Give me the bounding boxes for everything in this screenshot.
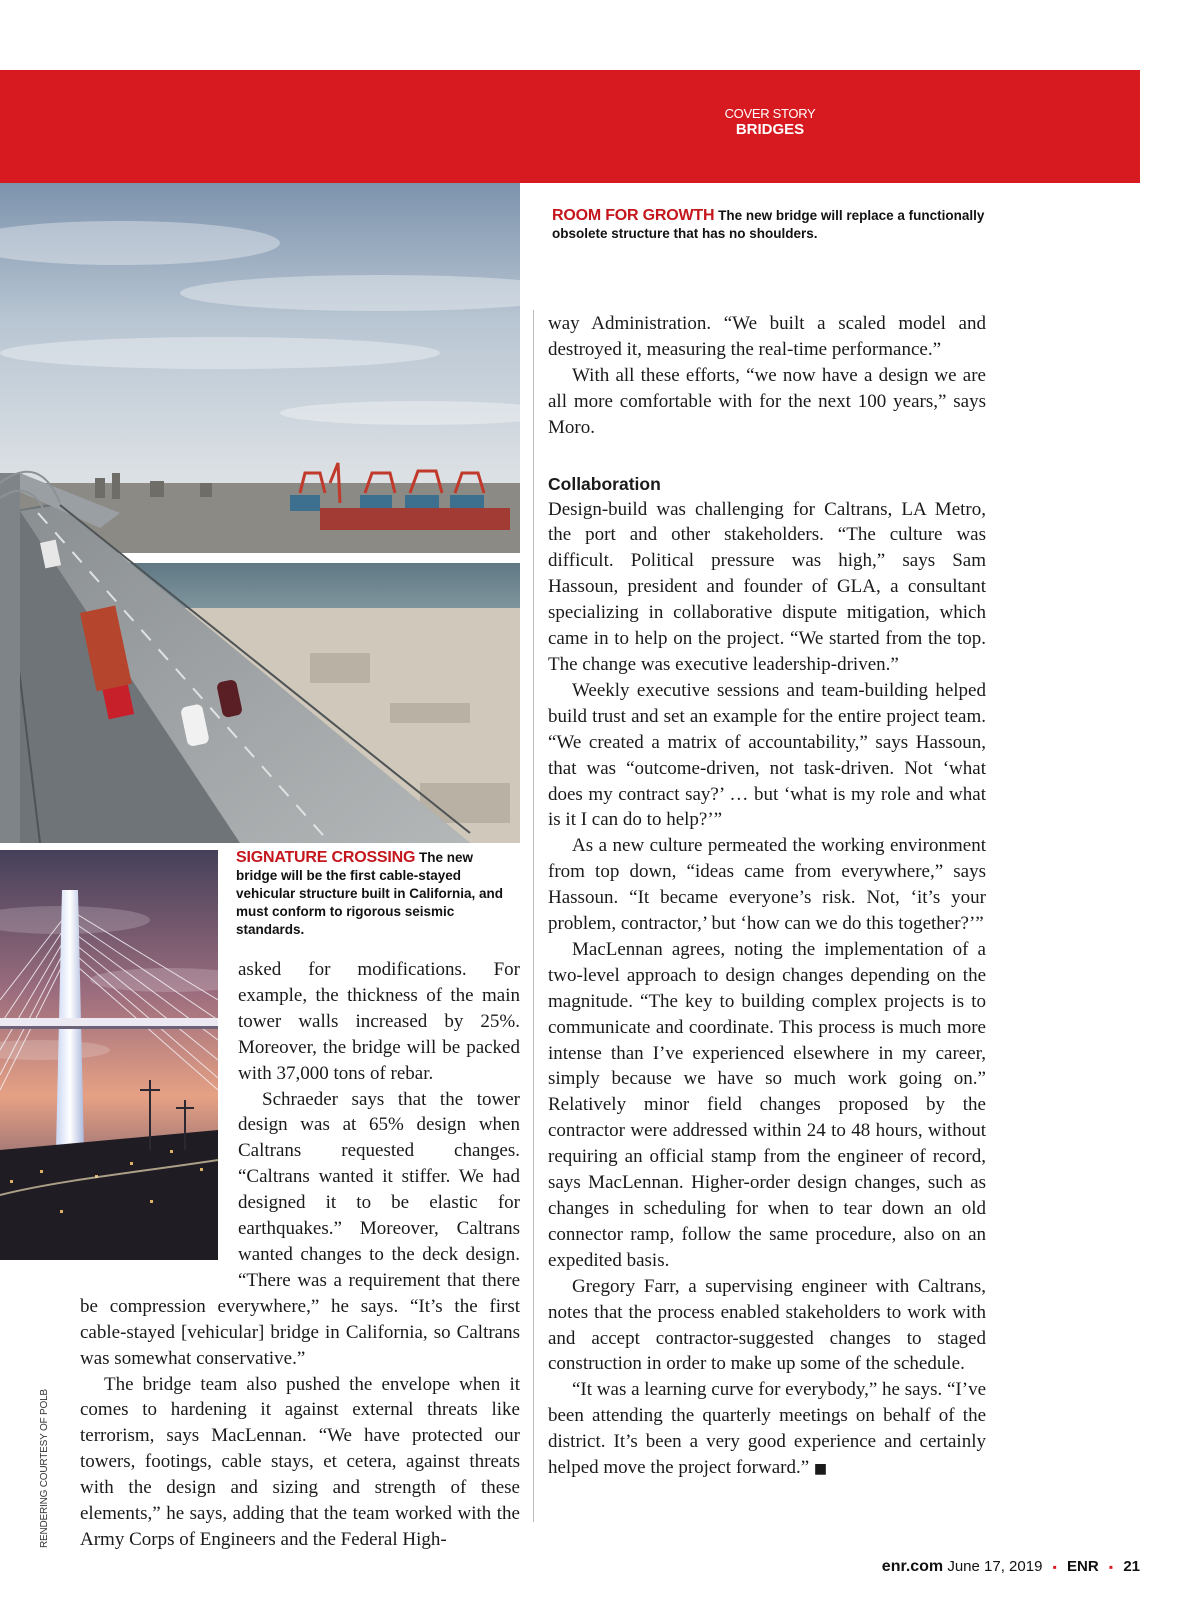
body-paragraph-text: “It was a learning curve for everybody,” he says. “I’ve been attending the quarterly meetings on behalf of the district. It’s been a very good experience and certainly helped move the project forward.” [548, 1379, 986, 1479]
column-divider [533, 310, 534, 1522]
caption-text: The new bridge will replace a functionally obsolete structure that has no shoulders. [552, 208, 985, 241]
image-wrap-spacer [80, 957, 238, 1280]
body-paragraph: Design-build was challenging for Caltrans, LA Metro, the port and other stakeholders. “The culture was difficult. Political pressure was high,” says Sam Hassoun, president and founder of GLA, a consultant specializing in collaborative dispute mitigation, which came in to help on the project. “We started from the top. The change was executive leadership-driven.” [548, 498, 986, 675]
body-paragraph: Gregory Farr, a supervising engineer with Caltrans, notes that the process enabled stakeholders to work with and accept contractor-suggested changes to staged construction in order to make up some of the schedule. [548, 1275, 986, 1375]
banner-section-label: COVER STORY [724, 106, 816, 121]
separator-square-icon: ▪ [1108, 1560, 1114, 1574]
body-paragraph: Weekly executive sessions and team-building helped build trust and set an example for the entire project team. “We created a matrix of accountability,” says Hassoun, that was “outcome-driven, not task-driven. Not ‘what does my contract say?’ … but ‘what is my role and what is it I can do to help?’” [548, 679, 986, 831]
photo-credit: RENDERING COURTESY OF POLB [39, 1389, 50, 1548]
photo-caption-top [552, 207, 992, 243]
photo-caption-bottom [236, 849, 516, 939]
caption-text: The new bridge will be the first cable-stayed vehicular structure built in California, and must conform to rigorous seismic standards. [236, 850, 504, 937]
section-banner [0, 70, 1140, 183]
page-number: 21 [1123, 1558, 1140, 1575]
end-mark-icon: ■ [813, 1461, 828, 1478]
body-paragraph: asked for modifications. For example, the thickness of the main tower walls increased by 25%. Moreover, the bridge will be packed with 37,000 tons of rebar. [238, 959, 520, 1084]
body-paragraph: The bridge team also pushed the envelope when it comes to hardening it against external threats like terrorism, says MacLennan. “We have protected our towers, footings, cable stays, et cetera, against threats with the design and sizing and strength of these elements,” he says, adding that the team worked with the Army Corps of Engineers and the Federal High- [80, 1373, 520, 1550]
body-paragraph: With all these efforts, “we now have a design we are all more comfortable with for the next 100 years,” says Moro. [548, 364, 986, 438]
separator-square-icon: ▪ [1052, 1560, 1057, 1574]
banner-topic-label: BRIDGES [735, 121, 805, 138]
body-paragraph: As a new culture permeated the working environment from top down, “ideas came from everywhere,” says Hassoun. “It became everyone’s risk. Not, ‘it’s your problem, contractor,’ but ‘how can we do this together?’” [548, 835, 986, 935]
body-paragraph: way Administration. “We built a scaled model and destroyed it, measuring the real-time performance.” [548, 313, 986, 360]
body-paragraph: Schraeder says that the tower design was at 65% design when Caltrans requested changes. “Caltrans wanted it stiffer. We had designed it to be elastic for earthquakes.” Moreover, Caltrans wanted changes to the deck design. “There was a requirement that there be compression everywhere,” he says. “It’s the first cable-stayed [vehicular] bridge in California, so Caltrans was somewhat conservative.” [80, 1088, 520, 1369]
left-column [80, 957, 520, 1553]
page-footer [882, 1558, 1140, 1576]
footer-site: enr.com [881, 1558, 944, 1575]
body-paragraph: MacLennan agrees, noting the implementation of a two-level approach to design changes depending on the magnitude. “The key to building complex projects is to communicate and coordinate. This process is much more intense than I’ve experienced elsewhere in my career, simply because we have so much work going on.” Relatively minor field changes proposed by the contractor were addressed within 24 to 48 hours, without requiring an official stamp from the engineer of record, says MacLennan. Higher-order design changes, such as changes in scheduling for when to tear down an old connector ramp, follow the same procedure, also on an expedited basis. [548, 938, 986, 1271]
caption-kicker: ROOM FOR GROWTH [552, 207, 715, 224]
body-paragraph-last [548, 1377, 986, 1483]
caption-kicker: SIGNATURE CROSSING [236, 849, 416, 866]
section-subhead: Collaboration [548, 473, 661, 494]
footer-brand: ENR [1067, 1558, 1099, 1575]
right-column [548, 311, 986, 1483]
footer-date: June 17, 2019 [947, 1558, 1043, 1575]
bridge-aerial-photo [0, 183, 520, 843]
